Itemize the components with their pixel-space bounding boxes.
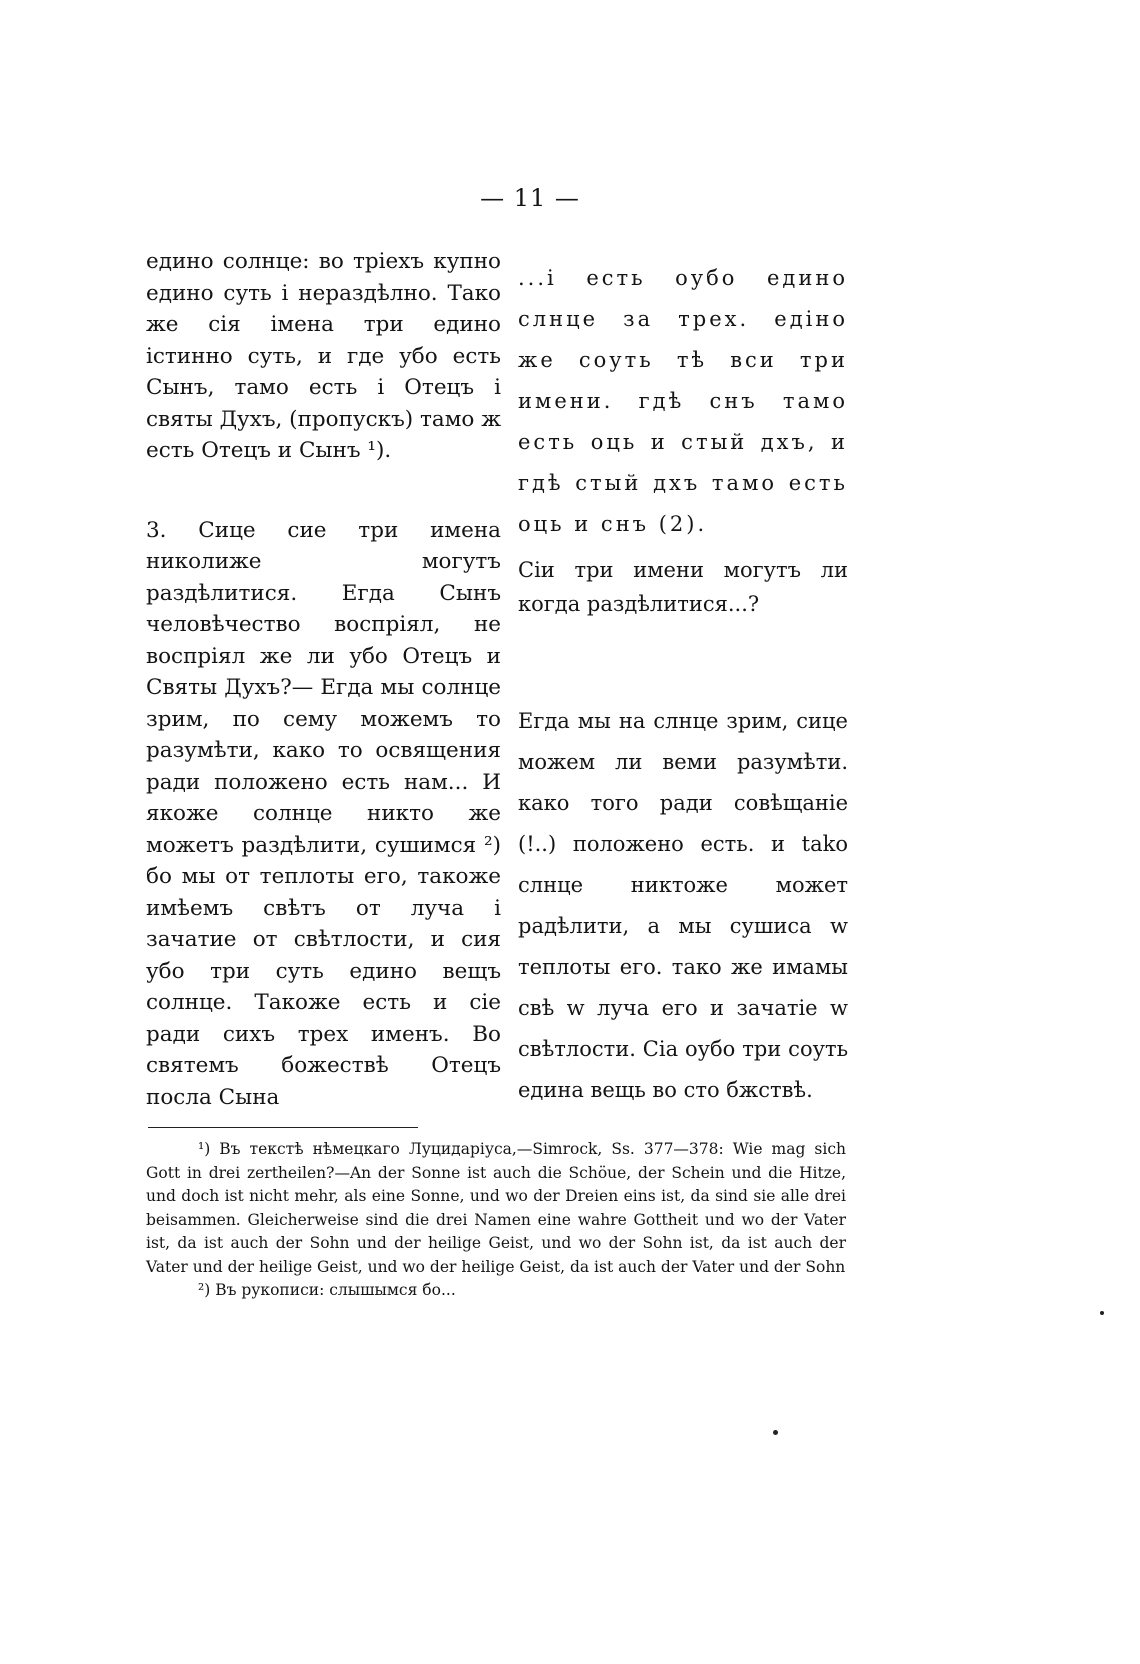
ink-speck: [1100, 1311, 1104, 1315]
left-paragraph-2: 3. Сице сие три имена николиже могутъ раздѣлитися. Егда Сынъ человѣчество воспріял, не воспріял же ли убо Отецъ и Святы Духъ?— Егда мы солнце зрим, по сему можемъ то разумѣти, како то освящения ради положено есть нам... И якоже солнце никто же можетъ раздѣлити, сушимся ²) бо мы от теплоты его, такоже имѣемъ свѣтъ от луча і зачатие от свѣтлости, и сия убо три суть едино вещъ солнце. Такоже есть и сіе ради сихъ трех именъ. Во святемъ божествѣ Отецъ посла Сына: [146, 517, 501, 1110]
footnotes: [146, 1138, 846, 1303]
left-paragraph-1: едино солнце: во тріехъ купно едино суть і нераздѣлно. Тако же сія імена три едино істинно суть, и где убо есть Сынъ, тамо есть і Отецъ і святы Духъ, (пропускъ) тамо ж есть Отецъ и Сынъ ¹).: [146, 249, 501, 463]
left-column: [146, 246, 501, 1113]
page-number: — 11 —: [480, 184, 580, 212]
right-column: [518, 258, 848, 1111]
right-paragraph-1: ...і есть оубо едино слнце за трех. едіно же соуть тѣ вси три имени. гдѣ снъ тамо есть оць и стый дхъ, и гдѣ стый дхъ тамо есть оць и снъ (2).: [518, 266, 848, 536]
footnote-2: ²) Въ рукописи: слышымся бо...: [198, 1281, 456, 1299]
right-paragraph-3: Егда мы на слнце зрим, сице можем ли веми разумѣти. како того ради совѣщаніе (!..) положено есть. и tako слнце никтоже может радѣлити, а мы сушиса w теплоты его. тако же имамы свѣ w луча его и зачатіе w свѣтлости. Сіа оубо три соуть едина вещь во сто бжствѣ.: [518, 709, 848, 1102]
footnote-divider: [148, 1127, 418, 1128]
footnote-1: ¹) Въ текстѣ нѣмецкаго Луцидаріуса,—Simrock, Ss. 377—378: Wie mag sich Gott in drei zertheilen?—An der Sonne ist auch die Schöue, der Schein und die Hitze, und doch ist nicht mehr, als eine Sonne, und wo der Dreien eins ist, da sind sie alle drei beisammen. Gleicherweise sind die drei Namen eine wahre Gottheit und wo der Vater ist, da ist auch der Sohn und der heilige Geist, und wo der Sohn ist, da ist auch der Vater und der heilige Geist, und wo der heilige Geist, da ist auch der Vater und der Sohn: [146, 1140, 846, 1276]
right-paragraph-2: Сіи три имени могутъ ли когда раздѣлитися...?: [518, 558, 848, 616]
ink-speck: [773, 1430, 778, 1435]
